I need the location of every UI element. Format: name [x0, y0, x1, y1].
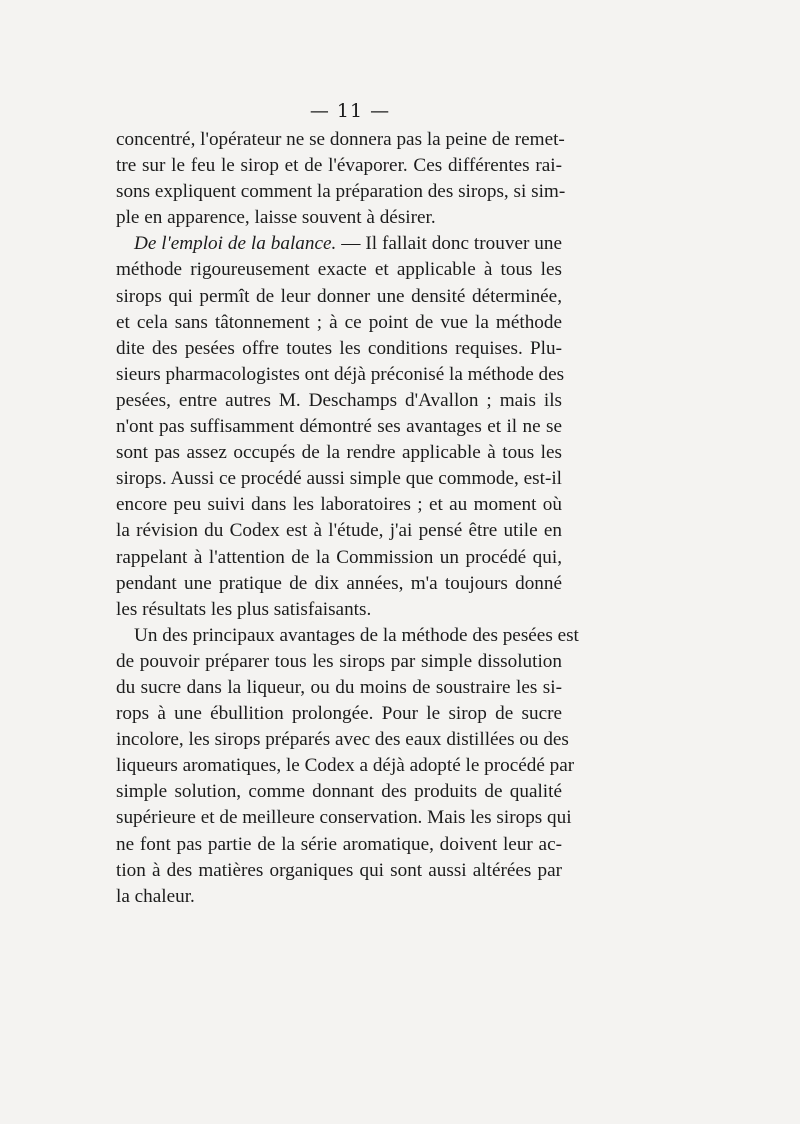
section-heading-line	[116, 231, 562, 257]
text-line: tion à des matières organiques qui sont aussi altérées par	[116, 859, 562, 881]
text-line: rappelant à l'attention de la Commission un procédé qui,	[116, 546, 562, 568]
text-line: méthode rigoureusement exacte et applicable à tous les	[116, 259, 562, 281]
text-line: sons expliquent comment la préparation des sirops, si sim-	[116, 181, 566, 203]
text-line: tre sur le feu le sirop et de l'évaporer. Ces différentes rai-	[116, 155, 562, 177]
text-line: ne font pas partie de la série aromatique, doivent leur ac-	[116, 833, 562, 855]
text-line: la chaleur.	[116, 885, 195, 907]
text-line: les résultats les plus satisfaisants.	[116, 598, 372, 620]
text-line: n'ont pas suffisamment démontré ses avantages et il ne se	[116, 416, 562, 438]
body-text	[116, 127, 579, 910]
text-line: pesées, entre autres M. Deschamps d'Avallon ; mais ils	[116, 389, 562, 411]
text-line: du sucre dans la liqueur, ou du moins de soustraire les si-	[116, 676, 562, 698]
page-number: — 11 —	[309, 100, 391, 122]
text-line: concentré, l'opérateur ne se donnera pas la peine de remet-	[116, 129, 565, 150]
text-fragment: — Il fallait donc trouver une	[336, 233, 562, 255]
text-line: sirops qui permît de leur donner une densité déterminée,	[116, 285, 562, 307]
section-heading: De l'emploi de la balance.	[134, 233, 337, 255]
text-line: encore peu suivi dans les laboratoires ; et au moment où	[116, 494, 562, 516]
text-line: sont pas assez occupés de la rendre applicable à tous les	[116, 442, 562, 464]
text-line: simple solution, comme donnant des produits de qualité	[116, 781, 562, 803]
text-line: de pouvoir préparer tous les sirops par simple dissolution	[116, 650, 562, 672]
text-line: liqueurs aromatiques, le Codex a déjà adopté le procédé par	[116, 755, 575, 777]
text-line: Un des principaux avantages de la méthode des pesées est	[134, 624, 579, 646]
text-line: pendant une pratique de dix années, m'a toujours donné	[116, 572, 562, 594]
text-line: sieurs pharmacologistes ont déjà préconisé la méthode des	[116, 363, 565, 385]
text-line: supérieure et de meilleure conservation. Mais les sirops qui	[116, 807, 572, 829]
text-line: rops à une ébullition prolongée. Pour le sirop de sucre	[116, 703, 562, 725]
text-line: ple en apparence, laisse souvent à désirer.	[116, 207, 436, 229]
text-line: incolore, les sirops préparés avec des eaux distillées ou des	[116, 729, 569, 751]
text-line: dite des pesées offre toutes les conditions requises. Plu-	[116, 337, 562, 359]
text-line: la révision du Codex est à l'étude, j'ai pensé être utile en	[116, 520, 562, 542]
text-line: sirops. Aussi ce procédé aussi simple que commode, est-il	[116, 468, 562, 490]
text-line: et cela sans tâtonnement ; à ce point de vue la méthode	[116, 311, 562, 333]
